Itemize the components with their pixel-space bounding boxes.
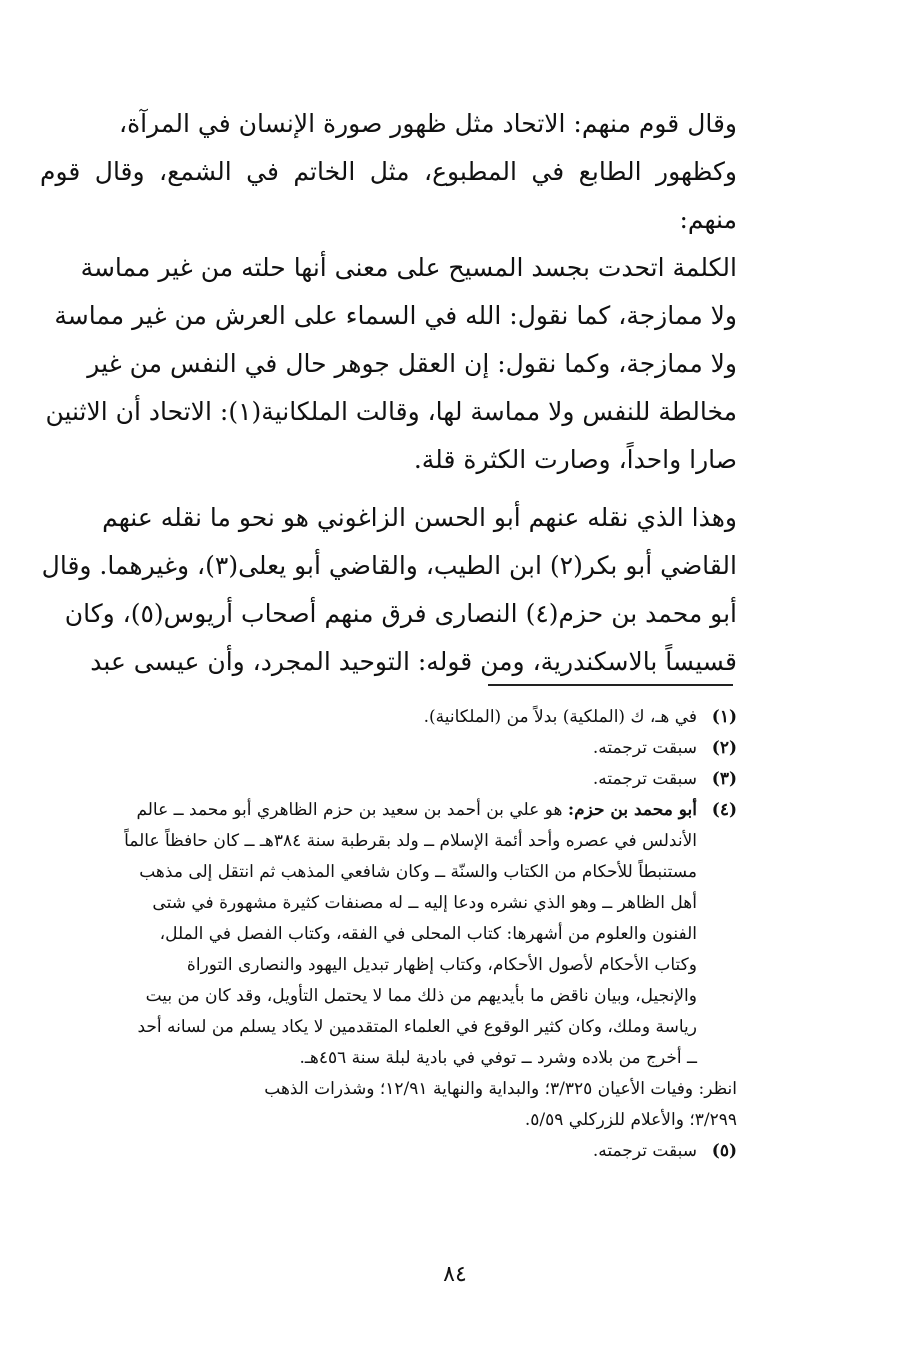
- page-number: ٨٤: [443, 1262, 467, 1287]
- text-line: ولا ممازجة، كما نقول: الله في السماء على العرش من غير مماسة: [54, 301, 737, 330]
- footnote-number: (١): [711, 707, 737, 727]
- footnote-line: انظر: وفيات الأعيان ٣/٣٢٥؛ والبداية والنهاية ١٢/٩١؛ وشذرات الذهب: [264, 1079, 737, 1099]
- footnote-text: [40, 733, 697, 764]
- footnote-1: [40, 702, 737, 733]
- footnote-4-references: [40, 1074, 737, 1136]
- main-text: [40, 100, 737, 686]
- footnote-line: ٣/٢٩٩؛ والأعلام للزركلي ٥/٥٩.: [524, 1110, 737, 1130]
- footnote-line-text: هو علي بن أحمد بن سعيد بن حزم الظاهري أبو محمد ــ عالم: [136, 800, 568, 820]
- text-line: وهذا الذي نقله عنهم أبو الحسن الزاغوني هو نحو ما نقله عنهم: [102, 503, 737, 532]
- footnote-number: (٤): [711, 800, 737, 820]
- footnote-number: (٥): [711, 1141, 737, 1161]
- footnote-text: [40, 764, 697, 795]
- footnote-text: [40, 795, 697, 1074]
- biography-name: أبو محمد بن حزم:: [567, 800, 697, 820]
- footnote-text: [40, 702, 697, 733]
- text-line: وقال قوم منهم: الاتحاد مثل ظهور صورة الإنسان في المرآة،: [119, 109, 737, 138]
- paragraph-1: [40, 100, 737, 484]
- text-line: صارا واحداً، وصارت الكثرة قلة.: [413, 445, 737, 474]
- footnote-line: سبقت ترجمته.: [592, 769, 697, 789]
- footnote-number: (٣): [711, 769, 737, 789]
- footnote-line: الأندلس في عصره وأحد أئمة الإسلام ــ ولد بقرطبة سنة ٣٨٤هـ ــ كان حافظاً عالماً: [124, 831, 697, 851]
- text-line: مخالطة للنفس ولا مماسة لها، وقالت الملكانية(١): الاتحاد أن الاثنين: [45, 397, 737, 426]
- text-line: أبو محمد بن حزم(٤) النصارى فرق منهم أصحاب أريوس(٥)، وكان: [64, 599, 737, 628]
- text-line: قسيساً بالاسكندرية، ومن قوله: التوحيد المجرد، وأن عيسى عبد: [90, 647, 737, 676]
- text-line: القاضي أبو بكر(٢) ابن الطيب، والقاضي أبو يعلى(٣)، وغيرهما. وقال: [41, 551, 737, 580]
- footnote-line: سبقت ترجمته.: [592, 1141, 697, 1161]
- footnote-separator: [488, 684, 733, 686]
- footnote-line: الفنون والعلوم من أشهرها: كتاب المحلى في الفقه، وكتاب الفصل في الملل،: [159, 924, 697, 944]
- footnote-4: [40, 795, 737, 1074]
- footnote-line: وكتاب الأحكام لأصول الأحكام، وكتاب إظهار تبديل اليهود والنصارى التوراة: [186, 955, 697, 975]
- paragraph-2: [40, 494, 737, 686]
- text-line: الكلمة اتحدت بجسد المسيح على معنى أنها حلته من غير مماسة: [80, 253, 737, 282]
- footnote-line: أهل الظاهر ــ وهو الذي نشره ودعا إليه ــ له مصنفات كثيرة مشهورة في شتى: [152, 893, 697, 913]
- footnote-line: ــ أخرج من بلاده وشرد ــ توفي في بادية لبلة سنة ٤٥٦هـ.: [299, 1048, 697, 1068]
- footnotes: [40, 702, 737, 1167]
- footnote-line: رياسة وملك، وكان كثير الوقوع في العلماء المتقدمين لا يكاد يسلم من لسانه أحد: [137, 1017, 697, 1037]
- footnote-line: [40, 795, 697, 826]
- footnote-line: والإنجيل، وبيان ناقض ما بأيديهم من ذلك مما لا يحتمل التأويل، وقد كان من بيت: [145, 986, 697, 1006]
- text-line: ولا ممازجة، وكما نقول: إن العقل جوهر حال في النفس من غير: [87, 349, 737, 378]
- footnote-5: [40, 1136, 737, 1167]
- references-text: [40, 1074, 737, 1136]
- footnote-line: في هـ، ك (الملكية) بدلاً من (الملكانية).: [423, 707, 697, 727]
- text-line: وكظهور الطابع في المطبوع، مثل الخاتم في الشمع، وقال قوم منهم:: [40, 157, 737, 234]
- footnote-3: [40, 764, 737, 795]
- footnote-line: سبقت ترجمته.: [592, 738, 697, 758]
- footnote-2: [40, 733, 737, 764]
- footnote-number: (٢): [711, 738, 737, 758]
- footnote-text: [40, 1136, 697, 1167]
- footnote-line: مستنبطاً للأحكام من الكتاب والسنّة ــ وكان شافعي المذهب ثم انتقل إلى مذهب: [139, 862, 697, 882]
